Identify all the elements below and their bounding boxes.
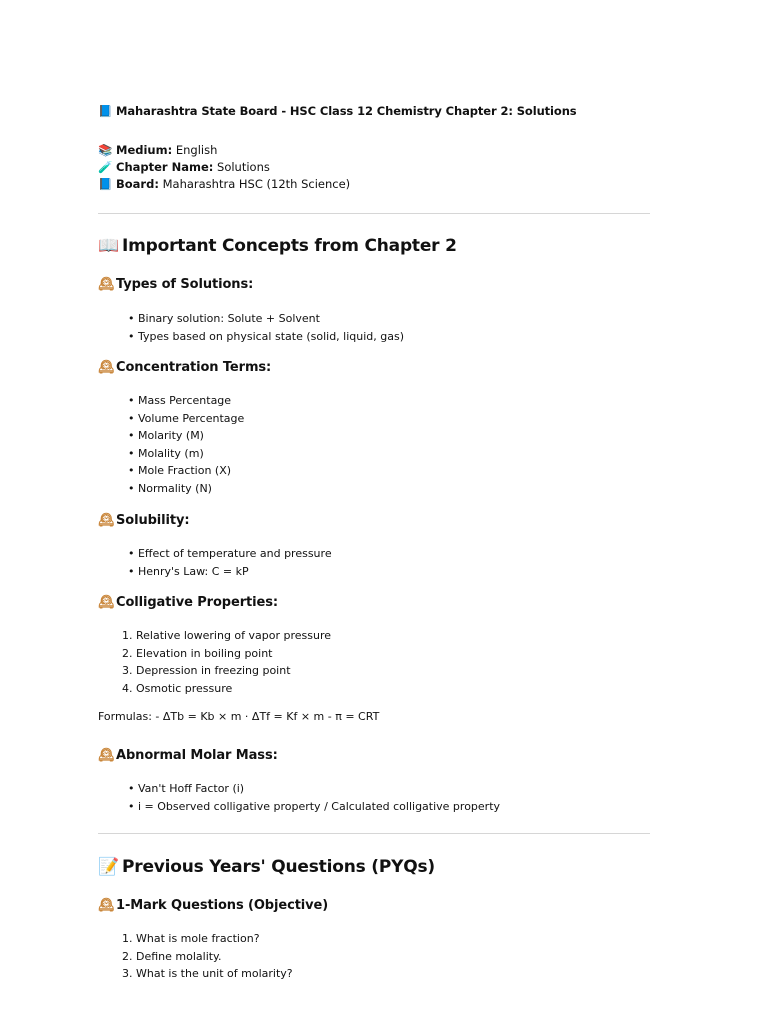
types-of-solutions-list: [128, 310, 404, 345]
meta-chapter-name: [98, 160, 270, 174]
books-icon: 📚: [98, 143, 113, 157]
solubility-list: [128, 545, 332, 580]
meta-value: Solutions: [217, 160, 270, 174]
meta-value: English: [175, 143, 218, 157]
list-item: • Normality (N): [128, 481, 212, 495]
concentration-terms-list: [128, 392, 244, 497]
meta-label: Chapter Name:: [116, 160, 214, 174]
list-item: • Binary solution: Solute + Solvent: [128, 312, 320, 325]
list-item: • Volume Percentage: [128, 411, 245, 425]
open-book-icon: 📖: [98, 236, 119, 256]
blue-book-icon: 📘: [98, 104, 113, 118]
list-item: • Molarity (M): [128, 429, 204, 442]
list-item: • Mole Fraction (X): [128, 464, 232, 477]
section-heading-colligative-properties: 🕰 Colligative Properties:: [98, 595, 278, 610]
blue-book-icon: 📘: [98, 177, 113, 191]
section-heading-concentration-terms: 🕰 Concentration Terms:: [98, 360, 272, 375]
list-item: • Effect of temperature and pressure: [128, 547, 332, 560]
divider: [98, 833, 650, 834]
meta-medium: [98, 143, 217, 157]
formulas-text: Formulas: - ΔTb = Kb × m · ΔTf = Kf × m - π = CRT: [98, 710, 380, 723]
list-item: • i = Observed colligative property / Calculated colligative property: [128, 799, 501, 813]
list-item: 1. What is mole fraction?: [122, 932, 260, 945]
meta-value: Maharashtra HSC (12th Science): [162, 177, 351, 191]
mantel-clock-icon: 🕰: [98, 277, 115, 292]
memo-icon: 📝: [98, 857, 119, 877]
section-heading-1-mark-questions: 🕰 1-Mark Questions (Objective): [98, 898, 329, 913]
mantel-clock-icon: 🕰: [98, 360, 115, 375]
1-mark-questions-list: [122, 930, 293, 983]
colligative-properties-list: [122, 627, 331, 697]
list-item: • Mass Percentage: [128, 394, 232, 407]
abnormal-molar-mass-list: [128, 780, 500, 815]
test-tube-icon: 🧪: [98, 160, 113, 174]
list-item: 4. Osmotic pressure: [122, 681, 233, 695]
list-item: 2. Elevation in boiling point: [122, 646, 273, 660]
concepts-heading: 📖 Important Concepts from Chapter 2: [98, 236, 457, 256]
list-item: • Van't Hoff Factor (i): [128, 782, 245, 795]
meta-label: Medium:: [116, 143, 173, 157]
section-heading-types-of-solutions: 🕰 Types of Solutions:: [98, 277, 254, 292]
divider: [98, 213, 650, 214]
list-item: 1. Relative lowering of vapor pressure: [122, 629, 332, 642]
list-item: • Molality (m): [128, 446, 204, 460]
list-item: • Types based on physical state (solid, liquid, gas): [128, 329, 405, 343]
section-heading-solubility: 🕰 Solubility:: [98, 513, 190, 528]
meta-board: [98, 177, 350, 191]
meta-label: Board:: [116, 177, 159, 191]
list-item: 3. Depression in freezing point: [122, 664, 291, 677]
section-heading-abnormal-molar-mass: 🕰 Abnormal Molar Mass:: [98, 748, 278, 763]
list-item: 2. Define molality.: [122, 949, 222, 963]
list-item: • Henry's Law: C = kP: [128, 564, 249, 578]
mantel-clock-icon: 🕰: [98, 898, 115, 913]
list-item: 3. What is the unit of molarity?: [122, 967, 293, 980]
mantel-clock-icon: 🕰: [98, 748, 115, 763]
mantel-clock-icon: 🕰: [98, 595, 115, 610]
mantel-clock-icon: 🕰: [98, 513, 115, 528]
document-title: 📘 Maharashtra State Board - HSC Class 12 Chemistry Chapter 2: Solutions: [98, 104, 577, 118]
pyqs-heading: 📝 Previous Years' Questions (PYQs): [98, 857, 435, 877]
